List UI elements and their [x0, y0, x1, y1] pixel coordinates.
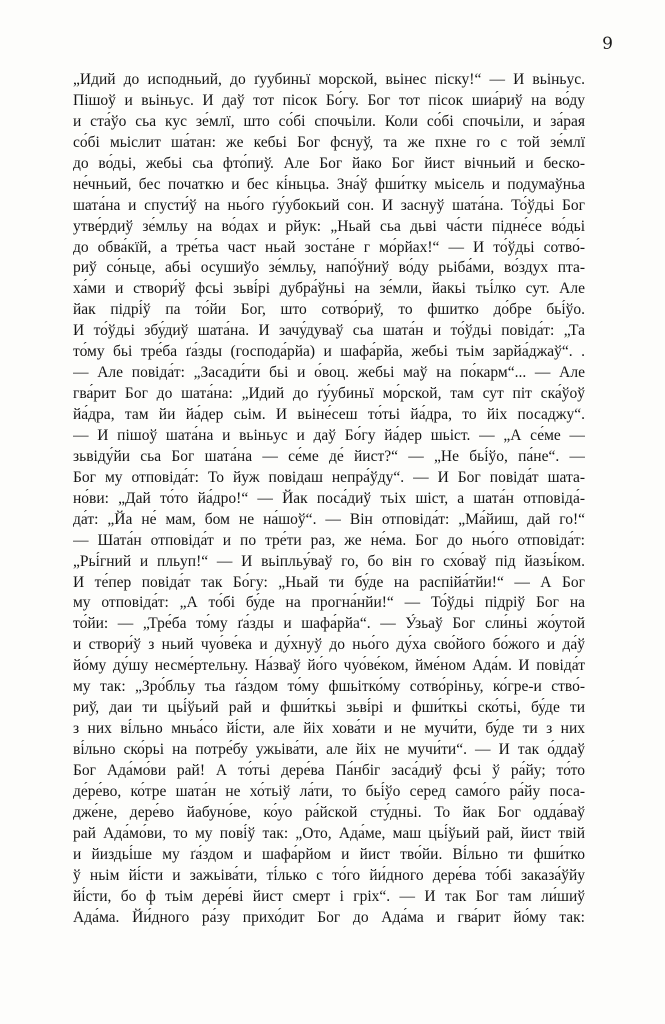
text-line: да́т: „Йа не́ мам, бом не на́шоў“. — Він отповіда́т: „Ма́йиш, дай го!“ — [73, 510, 585, 528]
text-line: риў со́ньце, абьі осушиўо зе́мльу, напо́ўниў во́ду рьіба́ми, во́здух пта- — [73, 259, 585, 277]
text-line: — Шата́н отповіда́т и по тре́ти раз, же не́ма. Бог до ньо́го отповіда́т: — [73, 531, 585, 549]
text-line: И то́ўдьі збу́диў шата́на. И зачу́дуваў сьа шата́н и то́ўдьі повіда́т: „Та — [73, 322, 585, 340]
text-line: и створи́ў з ньий чуо́ве́ка и ду́хнуў до ньо́го ду́ха сво́його бо́жого и да́ў — [73, 636, 585, 654]
text-line: и ста́ўо сьа кус зе́млї, што со́бі спочьіли. Коли со́бі спочьіли, и за́рая — [73, 112, 585, 130]
text-line: — Але повіда́т: „Засади́ти бьі и о́воц. жебьі маў на по́карм“... — Але — [73, 364, 585, 382]
text-line: ў ньім йі́сти и зажьіва́ти, ті́лько с то́го йи́дного дере́ва то́бі заказа́ўйу — [73, 866, 585, 884]
text-line: но́ви: „Дай то́то йа́дро!“ — Йак поса́диў тьіх шіст, а шата́н отповіда́- — [73, 489, 585, 507]
text-line: И те́пер повіда́т так Бо́гу: „Ньай ти бу́де на распійа́тйи!“ — А Бог — [73, 573, 585, 591]
text-line: Бог Ада́мо́ви рай! А то́тьі дере́ва Па́нбіг заса́диў фсьі ў ра́йу; то́то — [73, 761, 585, 779]
page-number: 9 — [602, 34, 613, 54]
text-line: Бог му отповіда́т: То йуж повідаш непра́ўду“. — И Бог повіда́т шата- — [73, 468, 585, 486]
text-line: з них ві́льно мньа́со йі́сти, але йіх хова́ти и не мучи́ти, бу́де ти з них — [73, 720, 585, 738]
text-line: не́чньий, бес початкю и бес кі́ньцьа. Зна́ў фши́тку мьісель и подумаўньа — [73, 175, 585, 193]
text-line: риў, даи ти цьі́ўьий рай и фши́ткьі зьві́рі и фши́ткьі ско́тьі, бу́де ти — [73, 699, 585, 717]
text-line: шата́на и спусти́ў на ньо́го ґу́убокьий сон. И заснуў шата́на. То́ўдьі Бог — [73, 196, 585, 214]
text-line: му так: „Зро́бльу тьа ґа́здом то́му фшьітко́му сотво́ріньу, ко́гре-и ство́- — [73, 678, 585, 696]
text-line: йа́дра, там йи йа́дер сьім. И вьіне́сеш то́тьі йа́дра, то йіх посаджу“. — [73, 406, 585, 423]
text-line: — И пішоў шата́на и вьіньус и даў Бо́гу йа́дер шьіст. — „А се́ме — — [73, 426, 585, 444]
text-line: Пішоў и вьіньус. И даў тот пісок Бо́гу. Бог тот пісок шиа́риў на во́ду — [73, 91, 585, 109]
text-line: йі́сти, бо ф тьім дере́ві йист смерт і гріх“. — И так Бог там ли́шиў — [73, 887, 585, 905]
text-line: до обва́кїй, а тре́тьа част ньай зоста́не г мо́рйах!“ — И то́ўдьі сотво́- — [73, 238, 585, 256]
text-line: му отповіда́т: „А то́бі бу́де на прогна́нйи!“ — То́ўдьі підріў Бог на — [73, 594, 585, 612]
page-body-text — [73, 70, 585, 928]
text-line: дже́не, дере́во йабуно́ве, ко́уо ра́йской сту́дньі. То йак Бог одда́ваў — [73, 803, 585, 821]
text-line: йак підрі́ў па то́йи Бог, што сотво́риў, то фшитко до́бре бьі́ўо. — [73, 301, 585, 319]
text-line: „Идий до исподньий, до ґуубиньї морской, вьінес піску!“ — И вьіньус. — [73, 71, 585, 88]
text-line: „Рьі́гний и пльуп!“ — И вьіпльу́ваў го, бо він го схо́ваў під йазьі́ком. — [73, 552, 585, 570]
text-line: то́йи: — „Тре́ба то́му ґа́зды и шафа́рйа“. — У́зьаў Бог сли́ньі жо́утой — [73, 615, 585, 633]
text-line: йо́му ду́шу несме́ртельну. На́зваў йо́го чуо́ве́ком, йме́ном Ада́м. И повіда́т — [73, 657, 585, 675]
text-line: утве́рдиў зе́мльу на во́дах и рйук: „Ньай сьа дьві ча́сти підне́се во́дьі — [73, 217, 585, 235]
text-line: ві́льно ско́рьі на потре́бу ужьіва́ти, але йіх не мучи́ти“. — И так о́ддаў — [73, 741, 585, 758]
text-line: до во́дьі, жебьі сьа фто́пиў. Але Бог йако Бог йист вічньий и беско- — [73, 154, 585, 172]
text-line: рай Ада́мо́ви, то му пові́ў так: „Ото, Ада́ме, маш цьі́ўьий рай, йист твій — [73, 824, 585, 842]
text-line: со́бі мьіслит ша́тан: же кебьі Бог фснуў, та же пхне го с той зе́млї — [73, 133, 585, 151]
text-line: зьвіду́йи сьа Бог шата́на — се́ме де́ йист?“ — „Не бьі́ўо, па́не“. — — [73, 447, 585, 465]
text-line: гва́рит Бог до шата́на: „Идий до ґу́убиньї мо́рской, там сут піт ска́ўоў — [73, 385, 585, 403]
text-line: и йиздьі́ше му ґа́здом и шафа́рйом и йист тво́йи. Ві́льно ти фши́тко — [73, 845, 585, 863]
text-line: Ада́ма. Йи́дного ра́зу прихо́дит Бог до Ада́ма и гва́рит йо́му так: — [73, 908, 585, 926]
text-line: то́му бьі тре́ба ґа́зды (господа́рйа) и шафа́рйа, жебьі тьім зарйа́джаў“. . — [73, 343, 585, 361]
text-line: де́ре́во, ко́тре шата́н не хо́тьіў ла́ти, то бьі́ўо серед само́го ра́йу поса- — [73, 782, 585, 800]
text-line: ха́ми и створи́ў фсьі зьві́рі дубра́ўньі на зе́мли, йакьі тьі́лко сут. Але — [73, 280, 585, 298]
